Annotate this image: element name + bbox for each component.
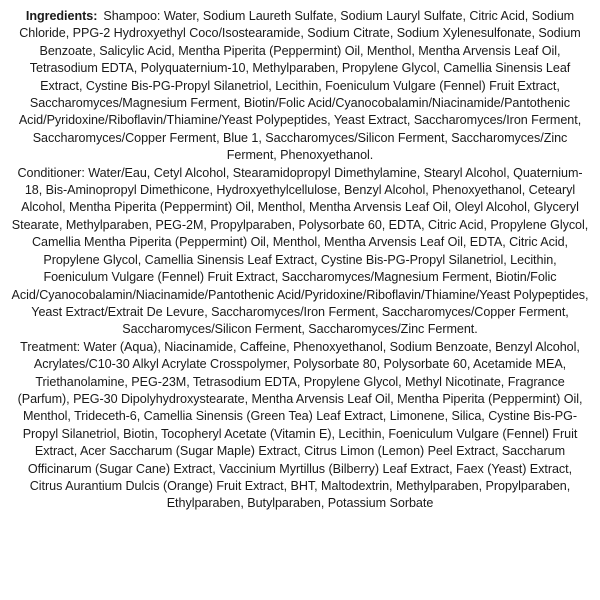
treatment-paragraph	[10, 339, 590, 513]
conditioner-paragraph	[10, 165, 590, 339]
shampoo-paragraph	[10, 8, 590, 165]
treatment-ingredients: Treatment: Water (Aqua), Niacinamide, Caffeine, Phenoxyethanol, Sodium Benzoate, Benzyl Alcohol, Acrylates/C10-30 Alkyl Acrylate Crosspolymer, Polysorbate 80, Polysorbate 60, Acetamide MEA, Triethanolamine, PEG-23M, Tetrasodium EDTA, Propylene Glycol, Methyl Nicotinate, Fragrance (Parfum), PEG-30 Dipolyhydroxystearate, Mentha Arvensis Leaf Oil, Mentha Piperita (Peppermint) Oil, Menthol, Trideceth-6, Camellia Sinensis (Green Tea) Leaf Extract, Limonene, Silica, Cystine Bis-PG-Propyl Silanetriol, Biotin, Tocopheryl Acetate (Vitamin E), Lecithin, Foeniculum Vulgare (Fennel) Fruit Extract, Acer Saccharum (Sugar Maple) Extract, Citrus Limon (Lemon) Peel Extract, Saccharum Officinarum (Sugar Cane) Extract, Vaccinium Myrtillus (Bilberry) Leaf Extract, Faex (Yeast) Extract, Citrus Aurantium Dulcis (Orange) Fruit Extract, BHT, Maltodextrin, Methylparaben, Propylparaben, Ethylparaben, Butylparaben, Potassium Sorbate	[17, 339, 583, 511]
shampoo-ingredients: Shampoo: Water, Sodium Laureth Sulfate, Sodium Lauryl Sulfate, Citric Acid, Sodium Chloride, PPG-2 Hydroxyethyl Coco/Isostearamide, Sodium Citrate, Sodium Xylenesulfonate, Sodium Benzoate, Salicylic Acid, Mentha Piperita (Peppermint) Oil, Menthol, Mentha Arvensis Leaf Oil, Tetrasodium EDTA, Polyquaternium-10, Methylparaben, Propylene Glycol, Camellia Sinensis Leaf Extract, Cystine Bis-PG-Propyl Silanetriol, Lecithin, Foeniculum Vulgare (Fennel) Fruit Extract, Saccharomyces/Magnesium Ferment, Biotin/Folic Acid/Cyanocobalamin/Niacinamide/Pantothenic Acid/Pyridoxine/Riboflavin/Thiamine/Yeast Polypeptides, Yeast Extract, Saccharomyces/Iron Ferment, Saccharomyces/Copper Ferment, Blue 1, Saccharomyces/Silicon Ferment, Saccharomyces/Zinc Ferment, Phenoxyethanol.	[18, 9, 582, 163]
ingredients-document	[10, 8, 590, 594]
ingredients-heading: Ingredients:	[25, 9, 98, 23]
conditioner-ingredients: Conditioner: Water/Eau, Cetyl Alcohol, Stearamidopropyl Dimethylamine, Stearyl Alcohol, Quaternium-18, Bis-Aminopropyl Dimethicone, Hydroxyethylcellulose, Benzyl Alcohol, Phenoxyethanol, Cetearyl Alcohol, Mentha Piperita (Peppermint) Oil, Menthol, Mentha Arvensis Leaf Oil, Oleyl Alcohol, Glyceryl Stearate, Methylparaben, PEG-2M, Propylparaben, Polysorbate 60, EDTA, Citric Acid, Propylene Glycol, Camellia Mentha Piperita (Peppermint) Oil, Menthol, Mentha Arvensis Leaf Oil, EDTA, Citric Acid, Propylene Glycol, Camellia Sinensis Leaf Extract, Cystine Bis-PG-Propyl Silanetriol, Lecithin, Foeniculum Vulgare (Fennel) Fruit Extract, Saccharomyces/Magnesium Ferment, Biotin/Folic Acid/Cyanocobalamin/Niacinamide/Pantothenic Acid/Pyridoxine/Riboflavin/Thiamine/Yeast Polypeptides, Yeast Extract/Extrait De Levure, Saccharomyces/Iron Ferment, Saccharomyces/Copper Ferment, Saccharomyces/Silicon Ferment, Saccharomyces/Zinc Ferment.	[11, 165, 589, 337]
